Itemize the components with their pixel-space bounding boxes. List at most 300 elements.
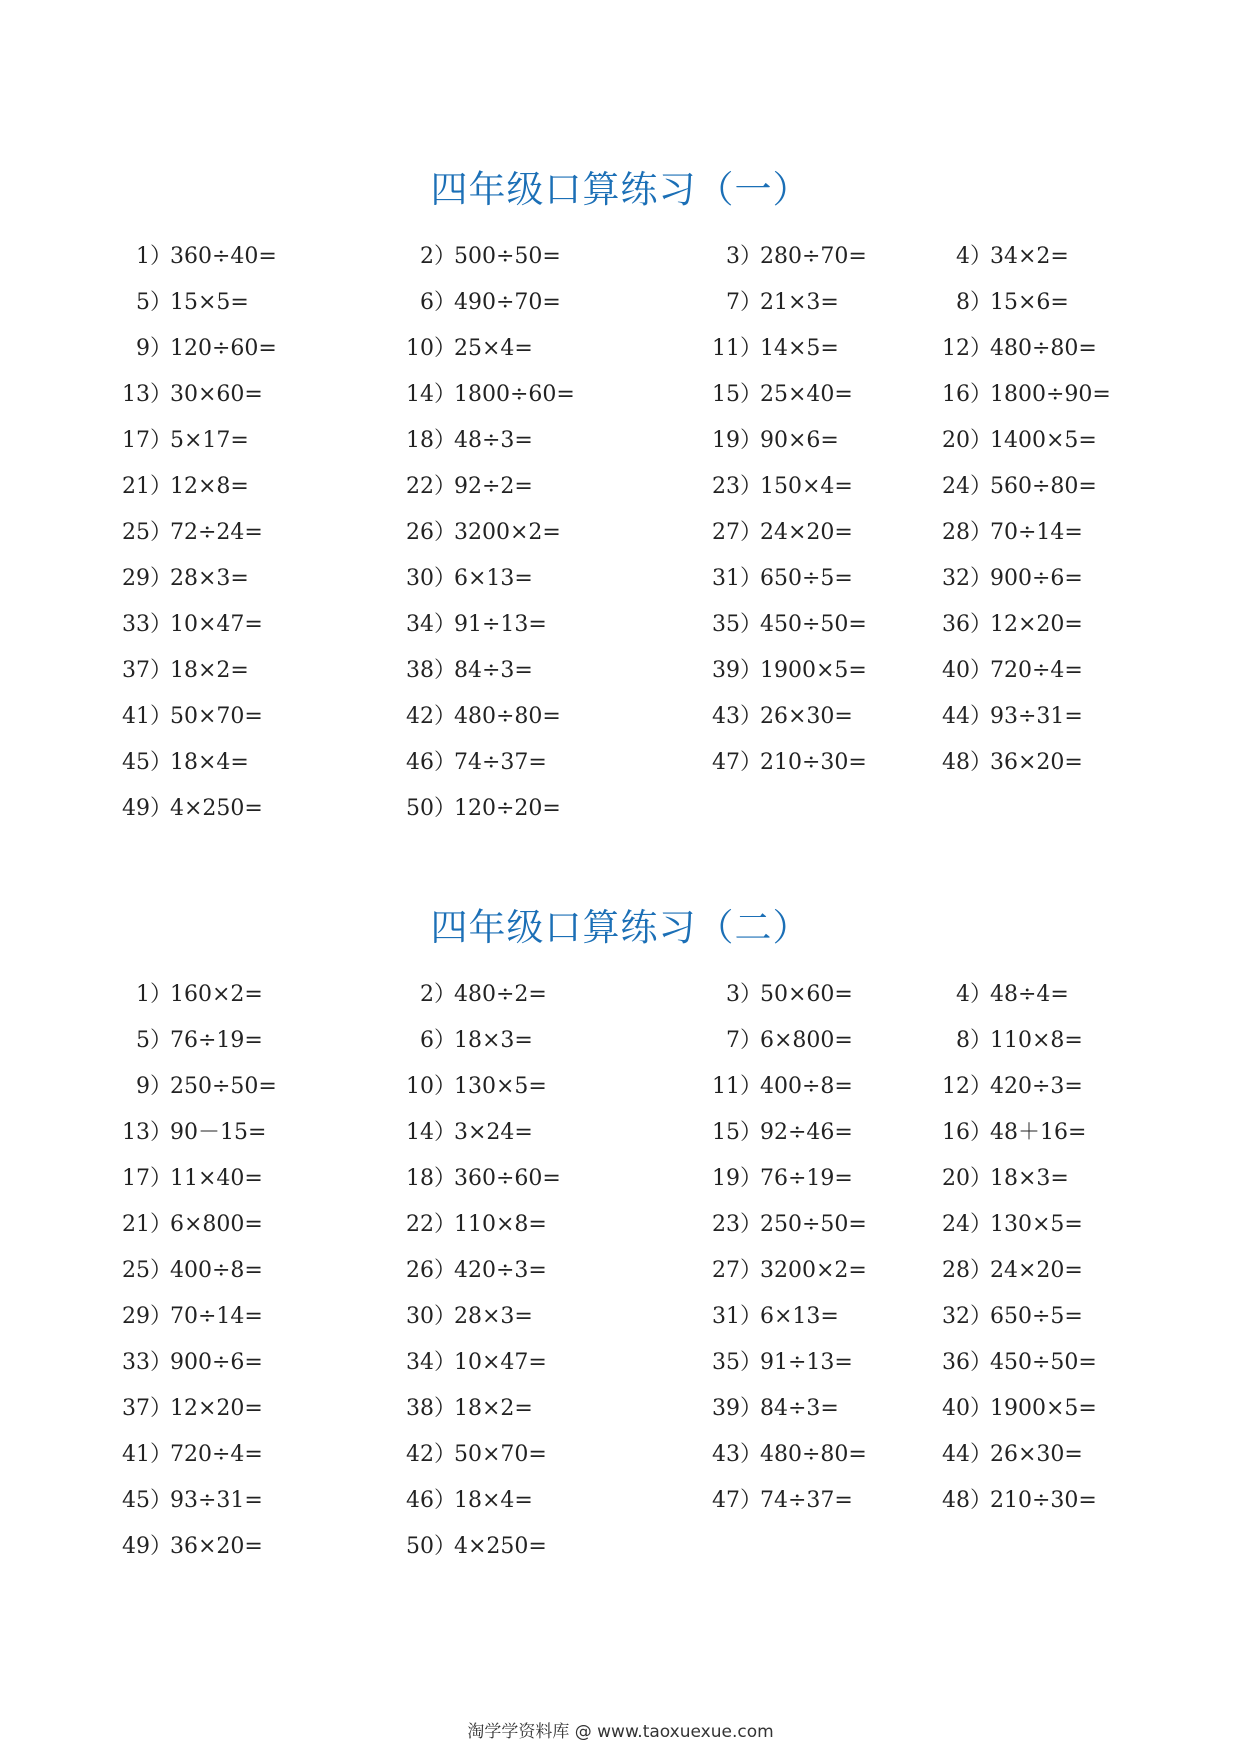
problem-number: 44 (942, 704, 970, 729)
problem-item (398, 1156, 561, 1202)
problem-number: 33 (122, 1350, 150, 1375)
section-title: 四年级口算练习（二） (430, 906, 811, 949)
problem-number: 11 (712, 336, 740, 361)
problem-expression: 3200×2= (760, 1258, 867, 1283)
problem-number-paren: ） (740, 982, 763, 1007)
problem-expression: 650÷5= (990, 1304, 1083, 1329)
problem-number: 5 (136, 290, 150, 315)
problem-item (398, 1294, 533, 1340)
problem-number-paren: ） (740, 290, 763, 315)
problem-expression: 28×3= (170, 566, 249, 591)
problem-number: 9 (136, 336, 150, 361)
problem-expression: 360÷40= (170, 244, 277, 269)
problem-number-paren: ） (970, 382, 993, 407)
problem-number-paren: ） (434, 244, 457, 269)
problem-item (114, 740, 249, 786)
problem-number: 50 (406, 796, 434, 821)
problem-item (398, 1018, 533, 1064)
problem-expression: 21×3= (760, 290, 839, 315)
problem-expression: 91÷13= (454, 612, 547, 637)
problem-number: 31 (712, 566, 740, 591)
problem-item (934, 694, 1083, 740)
problem-item (704, 1478, 853, 1524)
problem-expression: 480÷2= (454, 982, 547, 1007)
problem-item (934, 464, 1097, 510)
problem-number-paren: ） (150, 428, 173, 453)
problem-item (704, 234, 867, 280)
problem-number: 30 (406, 1304, 434, 1329)
problem-item (934, 740, 1083, 786)
problem-number-paren: ） (150, 474, 173, 499)
problem-number-paren: ） (970, 336, 993, 361)
problem-number: 39 (712, 1396, 740, 1421)
problem-item (934, 234, 1069, 280)
problem-item (934, 1432, 1083, 1478)
problem-expression: 900÷6= (170, 1350, 263, 1375)
problem-number: 8 (956, 1028, 970, 1053)
problem-row (0, 1018, 1241, 1064)
problem-number: 42 (406, 1442, 434, 1467)
problem-number-paren: ） (970, 474, 993, 499)
problem-number-paren: ） (434, 474, 457, 499)
problem-item (934, 648, 1083, 694)
problem-number: 46 (406, 750, 434, 775)
problem-row (0, 694, 1241, 740)
problem-item (114, 510, 263, 556)
problem-number: 48 (942, 750, 970, 775)
problem-item (114, 280, 249, 326)
problem-number-paren: ） (434, 750, 457, 775)
problem-expression: 12×20= (170, 1396, 263, 1421)
problem-item (704, 694, 853, 740)
problem-expression: 84÷3= (454, 658, 533, 683)
problem-expression: 400÷8= (170, 1258, 263, 1283)
problem-item (704, 1294, 839, 1340)
problem-row (0, 648, 1241, 694)
problem-number: 41 (122, 704, 150, 729)
problem-grid (0, 972, 1241, 1570)
problem-item (398, 740, 547, 786)
problem-expression: 25×4= (454, 336, 533, 361)
problem-expression: 70÷14= (170, 1304, 263, 1329)
problem-number: 35 (712, 1350, 740, 1375)
problem-expression: 76÷19= (170, 1028, 263, 1053)
problem-item (114, 648, 249, 694)
problem-number: 5 (136, 1028, 150, 1053)
problem-row (0, 1110, 1241, 1156)
problem-number-paren: ） (434, 1534, 457, 1559)
problem-expression: 480÷80= (990, 336, 1097, 361)
problem-item (704, 1386, 839, 1432)
problem-item (704, 372, 853, 418)
problem-expression: 84÷3= (760, 1396, 839, 1421)
problem-expression: 490÷70= (454, 290, 561, 315)
problem-number: 49 (122, 1534, 150, 1559)
problem-row (0, 786, 1241, 832)
problem-expression: 6×13= (454, 566, 533, 591)
problem-number-paren: ） (434, 428, 457, 453)
problem-number: 1 (136, 244, 150, 269)
problem-number-paren: ） (970, 290, 993, 315)
problem-number-paren: ） (970, 612, 993, 637)
problem-item (114, 602, 263, 648)
problem-number: 4 (956, 244, 970, 269)
problem-expression: 90×6= (760, 428, 839, 453)
problem-expression: 1800÷90= (990, 382, 1111, 407)
problem-number: 45 (122, 750, 150, 775)
problem-number-paren: ） (740, 428, 763, 453)
problem-expression: 28×3= (454, 1304, 533, 1329)
problem-item (934, 1248, 1083, 1294)
problem-expression: 12×8= (170, 474, 249, 499)
problem-item (704, 648, 867, 694)
problem-row (0, 602, 1241, 648)
problem-item (398, 418, 533, 464)
problem-item (114, 1018, 263, 1064)
problem-expression: 11×40= (170, 1166, 263, 1191)
problem-number: 13 (122, 1120, 150, 1145)
problem-item (704, 1432, 867, 1478)
problem-number-paren: ） (740, 1166, 763, 1191)
problem-expression: 15×6= (990, 290, 1069, 315)
problem-item (398, 464, 533, 510)
problem-item (398, 234, 561, 280)
problem-number-paren: ） (970, 1304, 993, 1329)
problem-number-paren: ） (434, 290, 457, 315)
problem-expression: 18×2= (170, 658, 249, 683)
problem-item (934, 602, 1083, 648)
problem-item (114, 1202, 263, 1248)
problem-number-paren: ） (150, 1166, 173, 1191)
problem-number: 14 (406, 1120, 434, 1145)
problem-number-paren: ） (150, 382, 173, 407)
problem-number-paren: ） (434, 982, 457, 1007)
problem-number: 20 (942, 428, 970, 453)
problem-expression: 480÷80= (454, 704, 561, 729)
problem-expression: 120÷60= (170, 336, 277, 361)
problem-item (398, 1110, 533, 1156)
problem-number: 37 (122, 658, 150, 683)
problem-row (0, 1432, 1241, 1478)
problem-item (398, 786, 561, 832)
problem-number-paren: ） (740, 1120, 763, 1145)
problem-expression: 110×8= (990, 1028, 1083, 1053)
problem-number: 22 (406, 1212, 434, 1237)
problem-item (398, 1248, 547, 1294)
problem-number-paren: ） (150, 1488, 173, 1513)
problem-item (114, 464, 249, 510)
problem-number: 8 (956, 290, 970, 315)
problem-number: 24 (942, 1212, 970, 1237)
problem-expression: 48＋16= (990, 1120, 1087, 1145)
problem-number: 3 (726, 982, 740, 1007)
problem-number-paren: ） (970, 658, 993, 683)
problem-item (114, 1340, 263, 1386)
problem-item (934, 1156, 1069, 1202)
problem-number: 28 (942, 1258, 970, 1283)
problem-expression: 4×250= (170, 796, 263, 821)
problem-item (934, 556, 1083, 602)
problem-expression: 450÷50= (990, 1350, 1097, 1375)
problem-item (114, 1156, 263, 1202)
problem-expression: 25×40= (760, 382, 853, 407)
problem-row (0, 1064, 1241, 1110)
problem-number-paren: ） (434, 658, 457, 683)
problem-item (398, 510, 561, 556)
problem-item (704, 1202, 867, 1248)
problem-expression: 480÷80= (760, 1442, 867, 1467)
problem-number: 47 (712, 1488, 740, 1513)
problem-number: 36 (942, 612, 970, 637)
problem-expression: 1900×5= (990, 1396, 1097, 1421)
problem-row (0, 510, 1241, 556)
problem-expression: 36×20= (990, 750, 1083, 775)
problem-number-paren: ） (150, 612, 173, 637)
problem-item (704, 1340, 853, 1386)
problem-expression: 420÷3= (990, 1074, 1083, 1099)
problem-expression: 26×30= (760, 704, 853, 729)
problem-number-paren: ） (970, 1120, 993, 1145)
problem-item (704, 602, 867, 648)
problem-item (704, 1064, 853, 1110)
problem-expression: 6×800= (760, 1028, 853, 1053)
problem-number: 25 (122, 520, 150, 545)
problem-expression: 18×4= (170, 750, 249, 775)
problem-number: 28 (942, 520, 970, 545)
problem-row (0, 1294, 1241, 1340)
problem-number: 41 (122, 1442, 150, 1467)
problem-number-paren: ） (740, 1212, 763, 1237)
problem-expression: 420÷3= (454, 1258, 547, 1283)
problem-number-paren: ） (740, 1350, 763, 1375)
problem-number: 39 (712, 658, 740, 683)
problem-expression: 36×20= (170, 1534, 263, 1559)
problem-expression: 12×20= (990, 612, 1083, 637)
problem-expression: 48÷3= (454, 428, 533, 453)
problem-number: 3 (726, 244, 740, 269)
problem-expression: 650÷5= (760, 566, 853, 591)
problem-expression: 48÷4= (990, 982, 1069, 1007)
problem-number: 15 (712, 382, 740, 407)
problem-item (114, 234, 277, 280)
problem-expression: 18×4= (454, 1488, 533, 1513)
problem-item (398, 556, 533, 602)
problem-expression: 160×2= (170, 982, 263, 1007)
problem-item (704, 740, 867, 786)
problem-number: 4 (956, 982, 970, 1007)
problem-number: 44 (942, 1442, 970, 1467)
problem-number-paren: ） (740, 704, 763, 729)
problem-number: 23 (712, 474, 740, 499)
problem-row (0, 464, 1241, 510)
problem-expression: 250÷50= (760, 1212, 867, 1237)
problem-number: 10 (406, 1074, 434, 1099)
problem-row (0, 1248, 1241, 1294)
problem-item (704, 1248, 867, 1294)
problem-expression: 6×13= (760, 1304, 839, 1329)
section-title: 四年级口算练习（一） (430, 168, 811, 211)
problem-expression: 900÷6= (990, 566, 1083, 591)
problem-expression: 450÷50= (760, 612, 867, 637)
problem-row (0, 372, 1241, 418)
problem-item (398, 1064, 547, 1110)
problem-number: 25 (122, 1258, 150, 1283)
problem-number: 10 (406, 336, 434, 361)
problem-item (398, 602, 547, 648)
problem-number-paren: ） (150, 658, 173, 683)
problem-number: 18 (406, 1166, 434, 1191)
footer-credit: 淘学学资料库 @ www.taoxuexue.com (467, 1722, 774, 1742)
problem-number: 7 (726, 1028, 740, 1053)
problem-item (934, 418, 1097, 464)
problem-expression: 74÷37= (454, 750, 547, 775)
problem-item (934, 326, 1097, 372)
problem-expression: 10×47= (454, 1350, 547, 1375)
problem-grid (0, 234, 1241, 832)
problem-row (0, 1386, 1241, 1432)
problem-item (114, 972, 263, 1018)
problem-item (704, 1018, 853, 1064)
problem-number-paren: ） (434, 1074, 457, 1099)
problem-expression: 210÷30= (990, 1488, 1097, 1513)
problem-item (934, 510, 1083, 556)
problem-item (114, 694, 263, 740)
problem-item (114, 1478, 263, 1524)
problem-number-paren: ） (150, 704, 173, 729)
problem-number-paren: ） (150, 982, 173, 1007)
problem-item (398, 1432, 547, 1478)
problem-number: 6 (420, 1028, 434, 1053)
problem-number-paren: ） (434, 704, 457, 729)
problem-number-paren: ） (434, 1442, 457, 1467)
problem-expression: 24×20= (990, 1258, 1083, 1283)
problem-number: 27 (712, 1258, 740, 1283)
problem-expression: 76÷19= (760, 1166, 853, 1191)
problem-number: 7 (726, 290, 740, 315)
problem-number-paren: ） (434, 336, 457, 361)
problem-number: 20 (942, 1166, 970, 1191)
problem-expression: 72÷24= (170, 520, 263, 545)
problem-number-paren: ） (434, 1258, 457, 1283)
problem-expression: 18×3= (454, 1028, 533, 1053)
problem-number-paren: ） (740, 336, 763, 361)
problem-number: 45 (122, 1488, 150, 1513)
problem-number: 19 (712, 1166, 740, 1191)
problem-number-paren: ） (740, 1028, 763, 1053)
problem-number: 43 (712, 704, 740, 729)
problem-number-paren: ） (970, 1442, 993, 1467)
problem-number: 15 (712, 1120, 740, 1145)
problem-number-paren: ） (150, 1258, 173, 1283)
problem-number-paren: ） (740, 382, 763, 407)
problem-number: 33 (122, 612, 150, 637)
problem-item (704, 1156, 853, 1202)
problem-number: 46 (406, 1488, 434, 1513)
problem-number-paren: ） (150, 1304, 173, 1329)
problem-number-paren: ） (434, 520, 457, 545)
problem-number-paren: ） (740, 520, 763, 545)
problem-row (0, 280, 1241, 326)
problem-row (0, 234, 1241, 280)
problem-expression: 50×70= (454, 1442, 547, 1467)
problem-number-paren: ） (970, 982, 993, 1007)
problem-item (704, 464, 853, 510)
problem-expression: 120÷20= (454, 796, 561, 821)
problem-item (114, 418, 249, 464)
problem-number: 42 (406, 704, 434, 729)
problem-expression: 500÷50= (454, 244, 561, 269)
problem-expression: 360÷60= (454, 1166, 561, 1191)
problem-expression: 280÷70= (760, 244, 867, 269)
problem-number: 11 (712, 1074, 740, 1099)
problem-expression: 1900×5= (760, 658, 867, 683)
problem-number-paren: ） (150, 1534, 173, 1559)
problem-number-paren: ） (740, 244, 763, 269)
problem-expression: 250÷50= (170, 1074, 277, 1099)
problem-number-paren: ） (740, 1258, 763, 1283)
problem-expression: 15×5= (170, 290, 249, 315)
problem-item (398, 972, 547, 1018)
problem-number: 22 (406, 474, 434, 499)
problem-item (934, 1386, 1097, 1432)
problem-number: 1 (136, 982, 150, 1007)
problem-number: 14 (406, 382, 434, 407)
problem-number-paren: ） (740, 612, 763, 637)
problem-number: 12 (942, 1074, 970, 1099)
problem-number-paren: ） (150, 1120, 173, 1145)
problem-number: 9 (136, 1074, 150, 1099)
problem-number: 2 (420, 982, 434, 1007)
problem-number: 32 (942, 1304, 970, 1329)
problem-item (704, 510, 853, 556)
problem-expression: 18×2= (454, 1396, 533, 1421)
problem-expression: 92÷46= (760, 1120, 853, 1145)
problem-number-paren: ） (740, 1396, 763, 1421)
problem-number-paren: ） (970, 1258, 993, 1283)
problem-item (934, 280, 1069, 326)
problem-number-paren: ） (434, 1396, 457, 1421)
problem-number-paren: ） (970, 1074, 993, 1099)
problem-number-paren: ） (434, 1120, 457, 1145)
problem-expression: 93÷31= (170, 1488, 263, 1513)
problem-number-paren: ） (970, 1488, 993, 1513)
problem-item (704, 418, 839, 464)
problem-row (0, 556, 1241, 602)
problem-expression: 26×30= (990, 1442, 1083, 1467)
problem-number-paren: ） (434, 1028, 457, 1053)
problem-number: 31 (712, 1304, 740, 1329)
problem-number-paren: ） (150, 1028, 173, 1053)
problem-number: 2 (420, 244, 434, 269)
problem-expression: 14×5= (760, 336, 839, 361)
problem-number-paren: ） (434, 796, 457, 821)
problem-number-paren: ） (150, 290, 173, 315)
problem-number-paren: ） (740, 1304, 763, 1329)
problem-number: 38 (406, 658, 434, 683)
problem-item (934, 972, 1069, 1018)
problem-item (934, 1202, 1083, 1248)
problem-item (704, 326, 839, 372)
problem-number: 19 (712, 428, 740, 453)
problem-number-paren: ） (740, 1442, 763, 1467)
problem-item (934, 372, 1111, 418)
problem-expression: 50×70= (170, 704, 263, 729)
problem-number: 29 (122, 1304, 150, 1329)
problem-number: 6 (420, 290, 434, 315)
problem-number: 13 (122, 382, 150, 407)
problem-number: 34 (406, 612, 434, 637)
problem-item (704, 280, 839, 326)
